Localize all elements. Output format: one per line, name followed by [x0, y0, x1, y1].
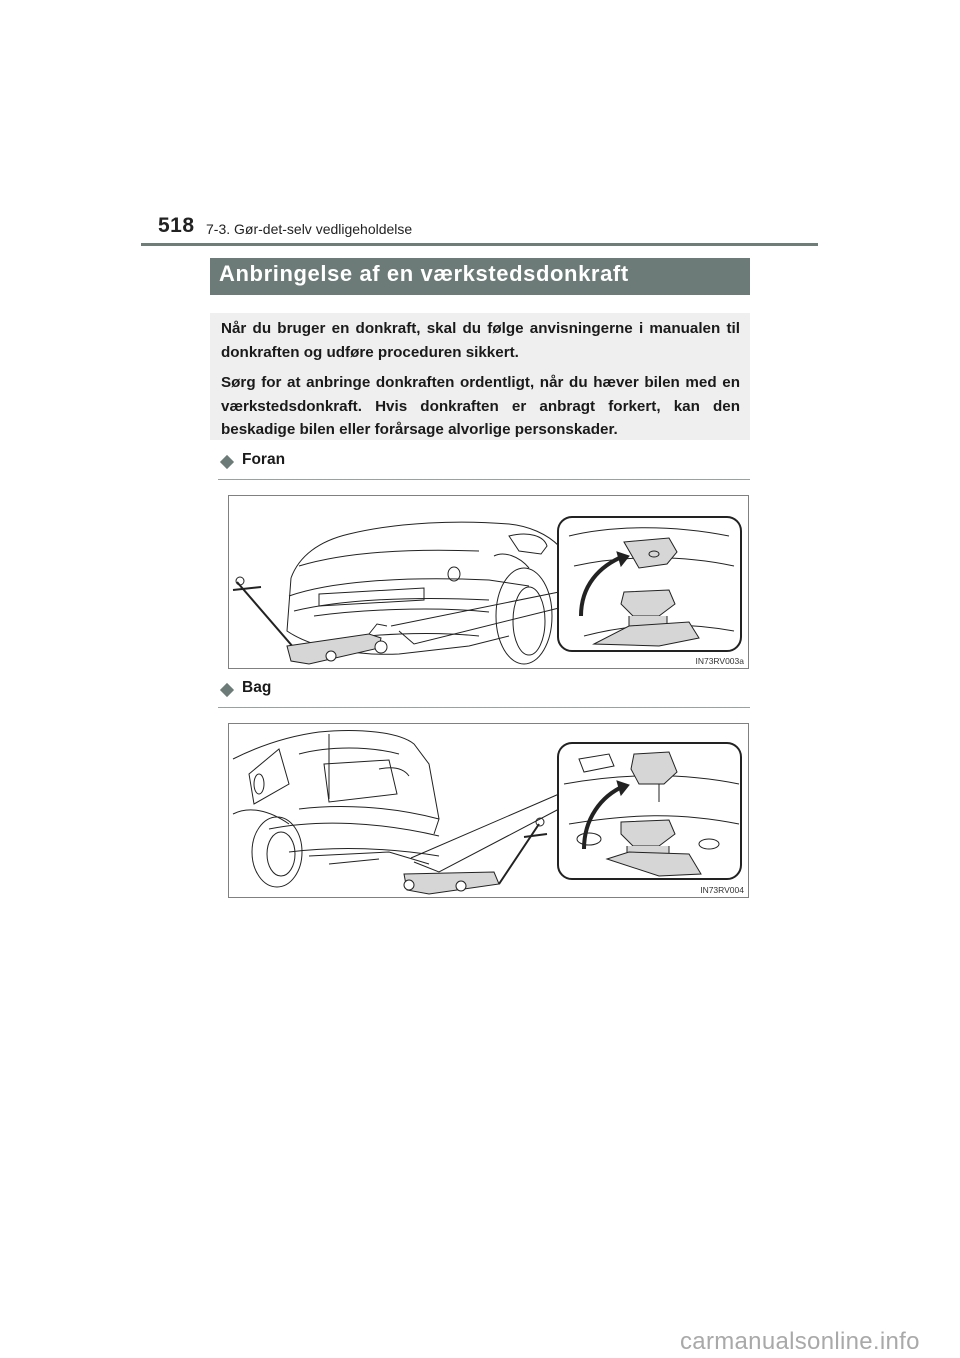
info-box	[210, 313, 750, 440]
header-rule	[141, 243, 818, 246]
figure-code: IN73RV003a	[695, 656, 744, 666]
diamond-bullet-icon	[220, 455, 234, 469]
subheading-rear	[218, 681, 750, 708]
title-banner	[210, 258, 750, 295]
figure-rear	[228, 723, 749, 898]
page-title: Anbringelse af en værkstedsdonkraft	[219, 261, 629, 286]
subheading-label: Foran	[242, 451, 286, 468]
figure-code: IN73RV004	[700, 885, 744, 895]
subheading-label: Bag	[242, 679, 272, 696]
diamond-bullet-icon	[220, 683, 234, 697]
figure-front	[228, 495, 749, 669]
info-paragraph: Sørg for at anbringe donkraften ordentligt, når du hæver bilen med en værkstedsdonkraft. Hvis donkraften er anbragt forkert, kan den beskadige bilen eller forårsage alvorlige personskader.	[221, 374, 740, 438]
page-number: 518	[158, 214, 195, 237]
rear-jack-illustration	[229, 724, 749, 898]
watermark: carmanualsonline.info	[680, 1328, 920, 1355]
front-jack-illustration	[229, 496, 749, 669]
subheading-front	[218, 453, 750, 480]
section-title: 7-3. Gør-det-selv vedligeholdelse	[206, 221, 413, 237]
info-paragraph: Når du bruger en donkraft, skal du følge anvisningerne i manualen til donkraften og udføre proceduren sikkert.	[221, 320, 740, 361]
